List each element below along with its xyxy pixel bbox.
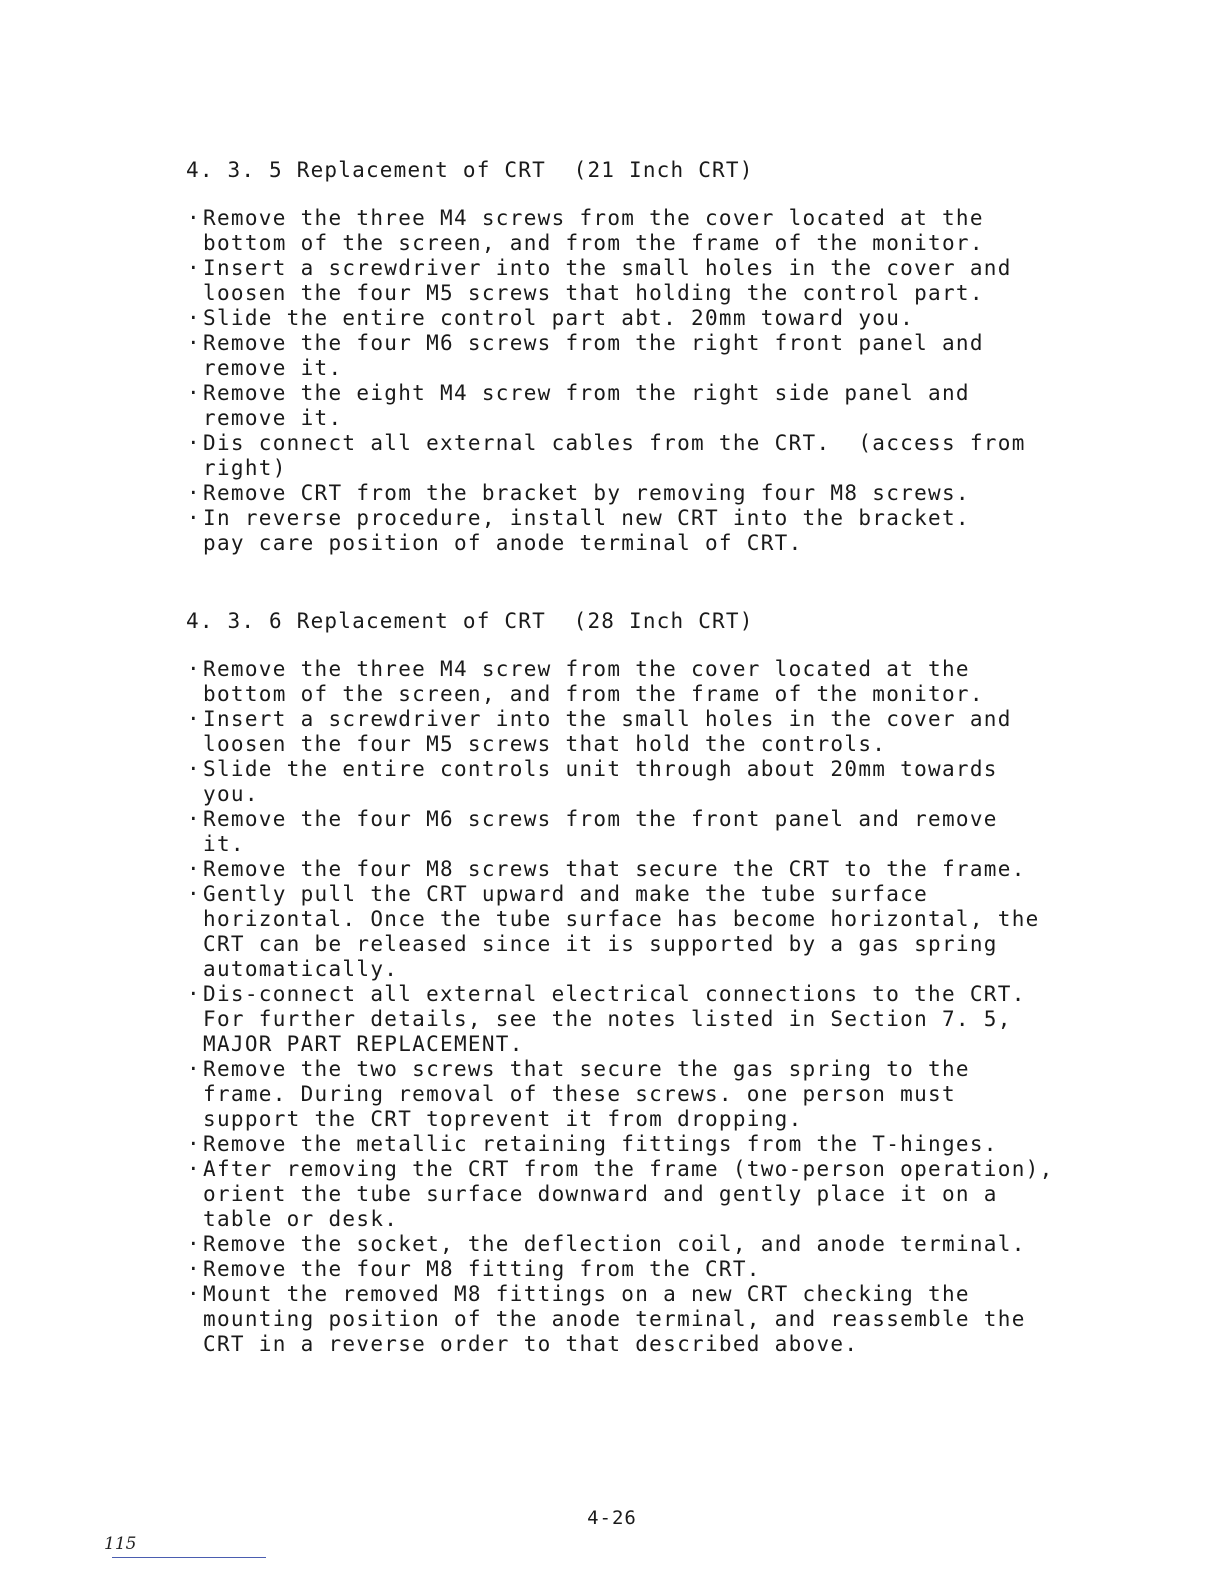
section-heading: 4. 3. 5 Replacement of CRT (21 Inch CRT) [186, 158, 754, 182]
procedure-step: · Remove the three M4 screw from the cover located at the bottom of the screen, and from the frame of the monitor. [186, 657, 1096, 707]
procedure-step: · Remove the socket, the deflection coil, and anode terminal. [186, 1232, 1096, 1257]
procedure-step: · Remove the two screws that secure the gas spring to the frame. During removal of these screws. one person must support the CRT toprevent it from dropping. [186, 1057, 1096, 1132]
section-crt-21-inch [186, 156, 1096, 556]
procedure-step: · Remove the three M4 screws from the cover located at the bottom of the screen, and from the frame of the monitor. [186, 206, 1096, 256]
procedure-step: · Remove the four M8 screws that secure the CRT to the frame. [186, 857, 1096, 882]
procedure-step: · Remove the metallic retaining fittings from the T-hinges. [186, 1132, 1096, 1157]
procedure-step: · Dis-connect all external electrical connections to the CRT. For further details, see the notes listed in Section 7. 5, MAJOR PART REPLACEMENT. [186, 982, 1096, 1057]
procedure-step: · Remove the four M8 fitting from the CRT. [186, 1257, 1096, 1282]
procedure-step: · Insert a screwdriver into the small holes in the cover and loosen the four M5 screws that holding the control part. [186, 256, 1096, 306]
procedure-step: · Dis connect all external cables from the CRT. (access from right) [186, 431, 1096, 481]
footer-rule [112, 1557, 266, 1558]
handwritten-mark: 115 [104, 1534, 137, 1554]
page-number: 4-26 [587, 1507, 637, 1529]
procedure-step: · After removing the CRT from the frame (two-person operation), orient the tube surface downward and gently place it on a table or desk. [186, 1157, 1096, 1232]
procedure-list [186, 657, 1096, 1357]
procedure-step: · Remove the four M6 screws from the right front panel and remove it. [186, 331, 1096, 381]
procedure-step: · Remove CRT from the bracket by removing four M8 screws. [186, 481, 1096, 506]
procedure-step: · In reverse procedure, install new CRT into the bracket. pay care position of anode terminal of CRT. [186, 506, 1096, 556]
procedure-step: · Insert a screwdriver into the small holes in the cover and loosen the four M5 screws that hold the controls. [186, 707, 1096, 757]
procedure-step: · Remove the eight M4 screw from the right side panel and remove it. [186, 381, 1096, 431]
procedure-step: · Slide the entire controls unit through about 20mm towards you. [186, 757, 1096, 807]
procedure-list [186, 206, 1096, 556]
procedure-step: · Slide the entire control part abt. 20mm toward you. [186, 306, 1096, 331]
section-crt-28-inch [186, 607, 1096, 1357]
section-heading: 4. 3. 6 Replacement of CRT (28 Inch CRT) [186, 609, 754, 633]
procedure-step: · Gently pull the CRT upward and make the tube surface horizontal. Once the tube surface has become horizontal, the CRT can be released since it is supported by a gas spring automatically. [186, 882, 1096, 982]
procedure-step: · Remove the four M6 screws from the front panel and remove it. [186, 807, 1096, 857]
procedure-step: · Mount the removed M8 fittings on a new CRT checking the mounting position of the anode terminal, and reassemble the CRT in a reverse order to that described above. [186, 1282, 1096, 1357]
